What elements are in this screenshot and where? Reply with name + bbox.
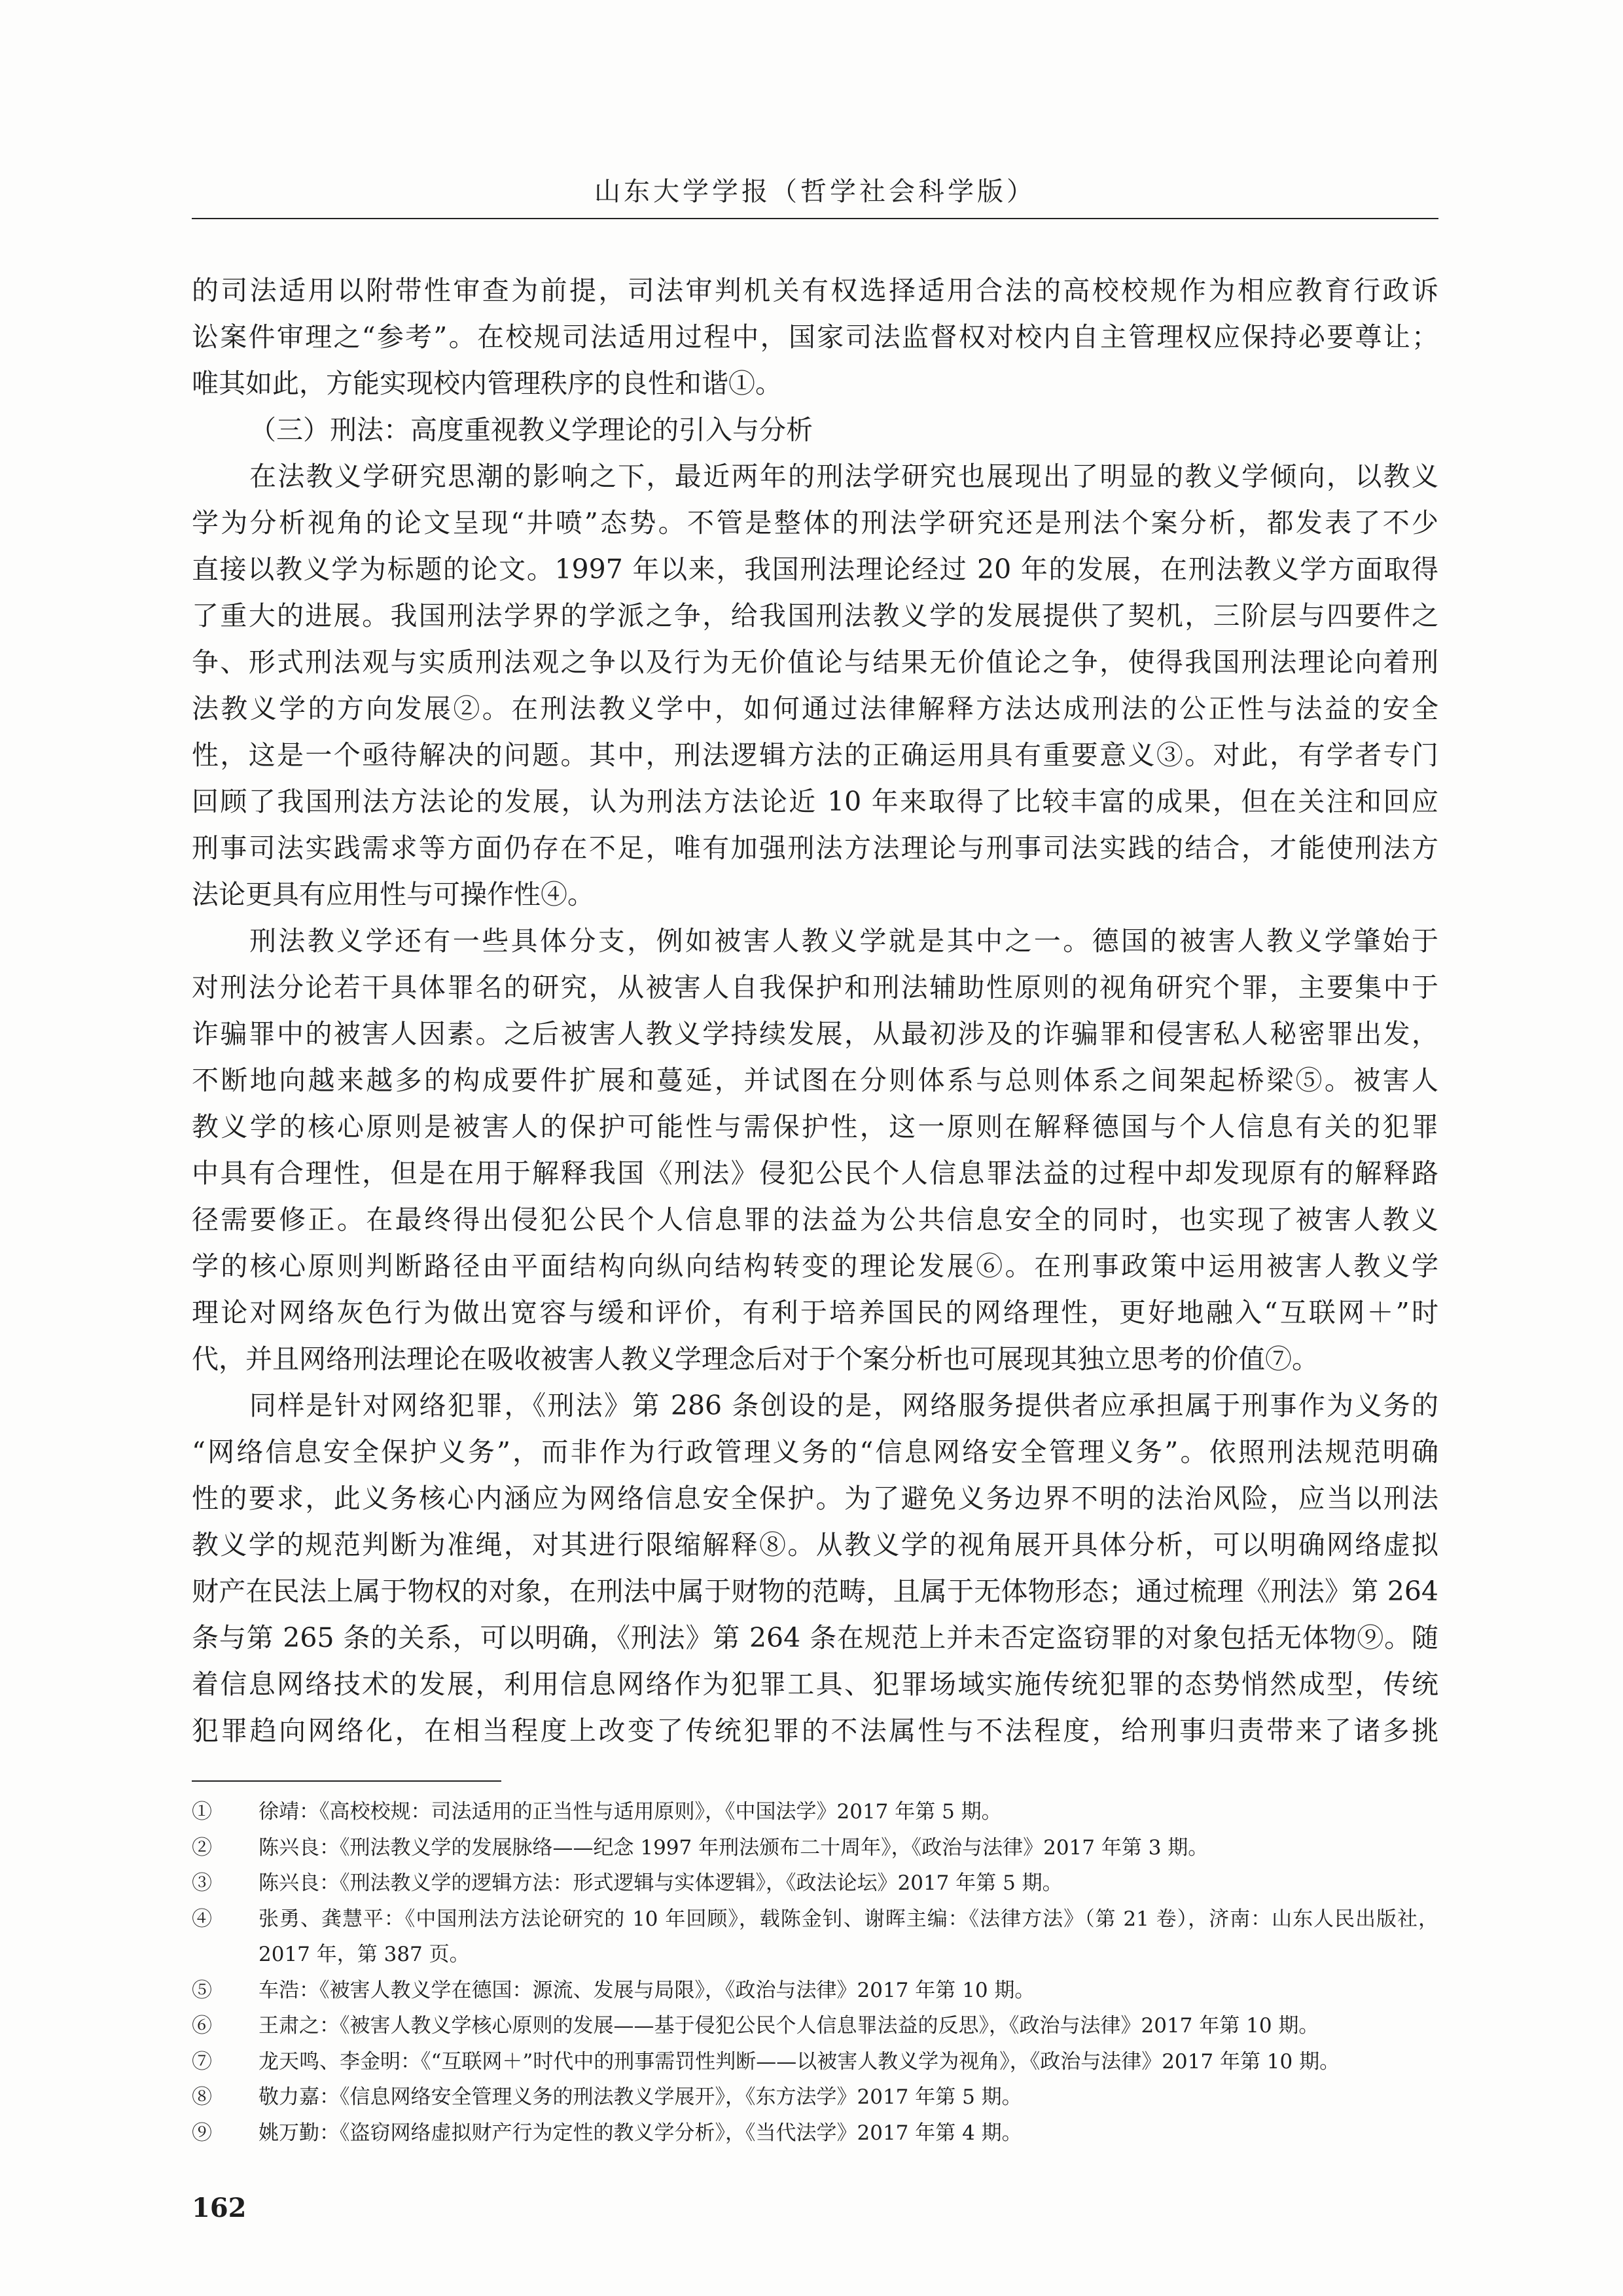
footnote [192,2079,1438,2115]
footnote-text [259,1865,1438,1901]
footnote-marker: ④ [192,1907,212,1931]
body-line: 财产在民法上属于物权的对象，在刑法中属于财物的范畴，且属于无体物形态；通过梳理《刑法》第 264 [192,1576,1438,1607]
footnote-text [259,2115,1438,2151]
footnote-marker: ① [192,1800,212,1824]
body-line: 不断地向越来越多的构成要件扩展和蔓延，并试图在分则体系与总则体系之间架起桥梁⑤。被害人 [192,1065,1438,1096]
footnote-marker: ② [192,1835,212,1860]
body-line: 讼案件审理之“参考”。在校规司法适用过程中，国家司法监督权对校内自主管理权应保持必要尊让； [192,321,1438,353]
footnote [192,1901,1438,1973]
footnote-marker: ⑨ [192,2121,212,2145]
footnote [192,2008,1438,2044]
footnote-marker: ⑧ [192,2085,212,2109]
footnote-line: 姚万勤：《盗窃网络虚拟财产行为定性的教义学分析》，《当代法学》2017 年第 4 期。 [259,2121,1022,2145]
body-line: 学为分析视角的论文呈现“井喷”态势。不管是整体的刑法学研究还是刑法个案分析，都发表了不少 [192,507,1438,539]
body-line: 在法教义学研究思潮的影响之下，最近两年的刑法学研究也展现出了明显的教义学倾向，以教义 [249,461,1438,492]
body-line: 犯罪趋向网络化，在相当程度上改变了传统犯罪的不法属性与不法程度，给刑事归责带来了诸多挑 [192,1715,1438,1746]
section-heading: （三）刑法：高度重视教义学理论的引入与分析 [249,414,813,446]
body-line: 径需要修正。在最终得出侵犯公民个人信息罪的法益为公共信息安全的同时，也实现了被害人教义 [192,1204,1438,1235]
body-line: 法论更具有应用性与可操作性④。 [192,879,594,910]
body-line: 刑法教义学还有一些具体分支，例如被害人教义学就是其中之一。德国的被害人教义学肇始于 [249,925,1438,957]
body-line: 了重大的进展。我国刑法学界的学派之争，给我国刑法教义学的发展提供了契机，三阶层与四要件之 [192,600,1438,631]
footnote-line: 龙天鸣、李金明：《“互联网＋”时代中的刑事需罚性判断——以被害人教义学为视角》，《政治与法律》2017 年第 10 期。 [259,2049,1340,2074]
footnote-marker: ⑥ [192,2014,212,2038]
footnote [192,2044,1438,2080]
paragraph [192,1383,1438,1754]
body-line: 诈骗罪中的被害人因素。之后被害人教义学持续发展，从最初涉及的诈骗罪和侵害私人秘密罪出发， [192,1018,1438,1050]
footnote [192,1830,1438,1866]
paragraph [192,918,1438,1383]
footnote-text [259,1830,1438,1866]
footnote [192,1794,1438,1830]
body-line: 同样是针对网络犯罪，《刑法》第 286 条创设的是，网络服务提供者应承担属于刑事作为义务的 [249,1390,1438,1421]
footnote-line: 陈兴良：《刑法教义学的逻辑方法：形式逻辑与实体逻辑》，《政法论坛》2017 年第 5 期。 [259,1871,1063,1895]
footnote-text [259,1794,1438,1830]
body-line: 着信息网络技术的发展，利用信息网络作为犯罪工具、犯罪场域实施传统犯罪的态势悄然成型，传统 [192,1669,1438,1700]
body-line: 直接以教义学为标题的论文。1997 年以来，我国刑法理论经过 20 年的发展，在刑法教义学方面取得 [192,554,1438,585]
footnote-line: 徐靖：《高校校规：司法适用的正当性与适用原则》，《中国法学》2017 年第 5 期。 [259,1800,1002,1824]
footnote-line: 车浩：《被害人教义学在德国：源流、发展与局限》，《政治与法律》2017 年第 10 期。 [259,1978,1035,2002]
footnote-marker: ⑤ [192,1978,212,2002]
body-line: 刑事司法实践需求等方面仍存在不足，唯有加强刑法方法理论与刑事司法实践的结合，才能使刑法方 [192,832,1438,864]
body-line: 理论对网络灰色行为做出宽容与缓和评价，有利于培养国民的网络理性，更好地融入“互联网＋”时 [192,1297,1438,1328]
footnote-marker: ⑦ [192,2049,212,2074]
body-line: 性，这是一个亟待解决的问题。其中，刑法逻辑方法的正确运用具有重要意义③。对此，有学者专门 [192,739,1438,771]
running-header: 山东大学学报（哲学社会科学版） [594,177,1036,207]
footnote-rule [192,1780,501,1782]
body-line: 对刑法分论若干具体罪名的研究，从被害人自我保护和刑法辅助性原则的视角研究个罪，主要集中于 [192,972,1438,1003]
footnote-line: 2017 年，第 387 页。 [259,1943,470,1966]
main-text [192,268,1438,1754]
body-line: 条与第 265 条的关系，可以明确，《刑法》第 264 条在规范上并未否定盗窃罪的对象包括无体物⑨。随 [192,1622,1438,1653]
footnote [192,2115,1438,2151]
footnote-line: 王肃之：《被害人教义学核心原则的发展——基于侵犯公民个人信息罪法益的反思》，《政治与法律》2017 年第 10 期。 [259,2014,1319,2038]
footnotes [192,1794,1438,2151]
footnote-text [259,1901,1438,1973]
footnote-line: 陈兴良：《刑法教义学的发展脉络——纪念 1997 年刑法颁布二十周年》，《政治与法律》2017 年第 3 期。 [259,1835,1209,1860]
body-line: 代，并且网络刑法理论在吸收被害人教义学理念后对于个案分析也可展现其独立思考的价值⑦。 [192,1343,1319,1375]
body-line: 教义学的核心原则是被害人的保护可能性与需保护性，这一原则在解释德国与个人信息有关的犯罪 [192,1111,1438,1142]
body-line: 法教义学的方向发展②。在刑法教义学中，如何通过法律解释方法达成刑法的公正性与法益的安全 [192,693,1438,724]
footnote-text [259,2079,1438,2115]
footnote [192,1973,1438,2009]
body-line: 争、形式刑法观与实质刑法观之争以及行为无价值论与结果无价值论之争，使得我国刑法理论向着刑 [192,646,1438,678]
footnote-text [259,2044,1438,2080]
body-line: 中具有合理性，但是在用于解释我国《刑法》侵犯公民个人信息罪法益的过程中却发现原有的解释路 [192,1157,1438,1189]
body-line: 教义学的规范判断为准绳，对其进行限缩解释⑧。从教义学的视角展开具体分析，可以明确网络虚拟 [192,1529,1438,1561]
footnote-line: 张勇、龚慧平：《中国刑法方法论研究的 10 年回顾》，载陈金钊、谢晖主编：《法律方法》（第 21 卷），济南：山东人民出版社， [259,1907,1438,1931]
body-line: 性的要求，此义务核心内涵应为网络信息安全保护。为了避免义务边界不明的法治风险，应当以刑法 [192,1483,1438,1514]
header-rule [192,218,1438,219]
paragraph [192,453,1438,918]
footnote [192,1865,1438,1901]
footnote-line: 敬力嘉：《信息网络安全管理义务的刑法教义学展开》，《东方法学》2017 年第 5 期。 [259,2085,1022,2109]
paragraph-continued [192,268,1438,407]
body-line: “网络信息安全保护义务”，而非作为行政管理义务的“信息网络安全管理义务”。依照刑法规范明确 [192,1436,1438,1468]
body-line: 的司法适用以附带性审查为前提，司法审判机关有权选择适用合法的高校校规作为相应教育行政诉 [192,275,1438,306]
body-line: 唯其如此，方能实现校内管理秩序的良性和谐①。 [192,368,782,399]
footnote-text [259,2008,1438,2044]
footnote-text [259,1973,1438,2009]
body-line: 回顾了我国刑法方法论的发展，认为刑法方法论近 10 年来取得了比较丰富的成果，但在关注和回应 [192,786,1438,817]
body-line: 学的核心原则判断路径由平面结构向纵向结构转变的理论发展⑥。在刑事政策中运用被害人教义学 [192,1250,1438,1282]
footnote-marker: ③ [192,1871,212,1895]
page-number: 162 [192,2193,247,2223]
